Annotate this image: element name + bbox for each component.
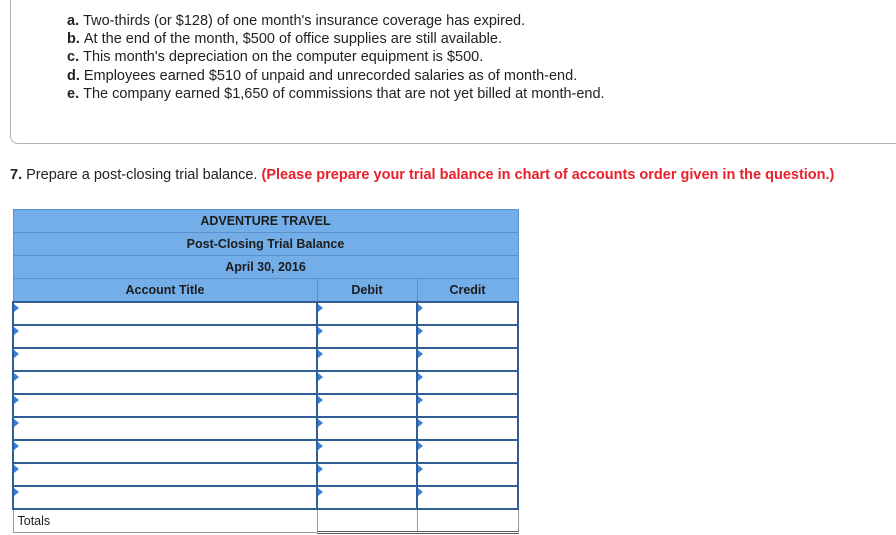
dropdown-indicator-icon [418, 373, 423, 381]
dropdown-indicator-icon [418, 396, 423, 404]
debit-cell[interactable] [317, 371, 417, 394]
account-title-cell[interactable] [13, 371, 317, 394]
debit-input[interactable] [318, 303, 416, 324]
totals-label: Totals [13, 509, 317, 533]
dropdown-indicator-icon [14, 396, 19, 404]
entry-rows [13, 302, 518, 509]
adjustment-item-c: c. This month's depreciation on the computer equipment is $500. [67, 49, 484, 66]
credit-cell[interactable] [417, 325, 518, 348]
debit-cell[interactable] [317, 394, 417, 417]
statement-title: Post-Closing Trial Balance [13, 233, 518, 256]
dropdown-indicator-icon [418, 350, 423, 358]
debit-cell[interactable] [317, 417, 417, 440]
account-title-cell[interactable] [13, 486, 317, 509]
statement-date: April 30, 2016 [13, 256, 518, 279]
dropdown-indicator-icon [318, 350, 323, 358]
adjustment-item-b: b. At the end of the month, $500 of office supplies are still available. [67, 31, 502, 48]
debit-cell[interactable] [317, 302, 417, 325]
dropdown-indicator-icon [14, 373, 19, 381]
debit-input[interactable] [318, 441, 416, 462]
credit-cell[interactable] [417, 417, 518, 440]
credit-input[interactable] [418, 441, 517, 462]
debit-input[interactable] [318, 395, 416, 416]
entry-row [13, 417, 518, 440]
credit-cell[interactable] [417, 394, 518, 417]
account-title-cell[interactable] [13, 325, 317, 348]
credit-cell[interactable] [417, 371, 518, 394]
credit-cell[interactable] [417, 486, 518, 509]
adjustments-panel [10, 0, 896, 144]
debit-input[interactable] [318, 418, 416, 439]
credit-header: Credit [417, 279, 518, 302]
debit-cell[interactable] [317, 325, 417, 348]
credit-cell[interactable] [417, 302, 518, 325]
dropdown-indicator-icon [418, 419, 423, 427]
entry-row [13, 325, 518, 348]
totals-row [13, 509, 518, 533]
credit-cell[interactable] [417, 463, 518, 486]
adjustment-item-d: d. Employees earned $510 of unpaid and unrecorded salaries as of month-end. [67, 67, 578, 84]
dropdown-indicator-icon [14, 465, 19, 473]
dropdown-indicator-icon [14, 350, 19, 358]
account-title-cell[interactable] [13, 348, 317, 371]
dropdown-indicator-icon [418, 304, 423, 312]
debit-input[interactable] [318, 464, 416, 485]
dropdown-indicator-icon [14, 327, 19, 335]
dropdown-indicator-icon [318, 488, 323, 496]
debit-input[interactable] [318, 326, 416, 347]
debit-cell[interactable] [317, 440, 417, 463]
credit-cell[interactable] [417, 440, 518, 463]
dropdown-indicator-icon [418, 465, 423, 473]
debit-input[interactable] [318, 487, 416, 508]
entry-row [13, 440, 518, 463]
credit-total-cell[interactable] [417, 509, 518, 533]
credit-input[interactable] [418, 326, 517, 347]
debit-input[interactable] [318, 349, 416, 370]
debit-cell[interactable] [317, 486, 417, 509]
dropdown-indicator-icon [318, 304, 323, 312]
account-title-cell[interactable] [13, 463, 317, 486]
dropdown-indicator-icon [14, 442, 19, 450]
account-title-input[interactable] [14, 464, 316, 485]
question-prompt [10, 167, 834, 183]
account-title-cell[interactable] [13, 394, 317, 417]
dropdown-indicator-icon [318, 396, 323, 404]
dropdown-indicator-icon [14, 419, 19, 427]
question-number: 7. [10, 167, 23, 183]
credit-input[interactable] [418, 372, 517, 393]
entry-row [13, 302, 518, 325]
dropdown-indicator-icon [318, 442, 323, 450]
account-title-input[interactable] [14, 487, 316, 508]
question-note: (Please prepare your trial balance in chart of accounts order given in the question.) [261, 167, 835, 183]
dropdown-indicator-icon [418, 327, 423, 335]
entry-row [13, 463, 518, 486]
debit-input[interactable] [318, 372, 416, 393]
account-title-input[interactable] [14, 303, 316, 324]
credit-input[interactable] [418, 418, 517, 439]
dropdown-indicator-icon [318, 419, 323, 427]
dropdown-indicator-icon [418, 488, 423, 496]
credit-input[interactable] [418, 303, 517, 324]
credit-cell[interactable] [417, 348, 518, 371]
adjustment-item-a: a. Two-thirds (or $128) of one month's insurance coverage has expired. [67, 13, 526, 29]
dropdown-indicator-icon [318, 465, 323, 473]
dropdown-indicator-icon [318, 373, 323, 381]
credit-input[interactable] [418, 395, 517, 416]
entry-row [13, 371, 518, 394]
account-title-input[interactable] [14, 349, 316, 370]
account-title-header: Account Title [13, 279, 317, 302]
debit-header: Debit [317, 279, 417, 302]
debit-total-cell[interactable] [317, 509, 417, 533]
dropdown-indicator-icon [14, 488, 19, 496]
credit-input[interactable] [418, 487, 517, 508]
adjustments-list [67, 12, 605, 103]
debit-cell[interactable] [317, 463, 417, 486]
trial-balance-worksheet [12, 209, 519, 534]
credit-input[interactable] [418, 349, 517, 370]
dropdown-indicator-icon [418, 442, 423, 450]
account-title-input[interactable] [14, 372, 316, 393]
account-title-cell[interactable] [13, 302, 317, 325]
account-title-input[interactable] [14, 441, 316, 462]
credit-input[interactable] [418, 464, 517, 485]
account-title-cell[interactable] [13, 440, 317, 463]
entry-row [13, 394, 518, 417]
account-title-input[interactable] [14, 326, 316, 347]
dropdown-indicator-icon [318, 327, 323, 335]
account-title-input[interactable] [14, 418, 316, 439]
entry-row [13, 348, 518, 371]
debit-cell[interactable] [317, 348, 417, 371]
account-title-cell[interactable] [13, 417, 317, 440]
dropdown-indicator-icon [14, 304, 19, 312]
account-title-input[interactable] [14, 395, 316, 416]
company-name: ADVENTURE TRAVEL [13, 210, 518, 233]
adjustment-item-e: e. The company earned $1,650 of commissions that are not yet billed at month-end. [67, 85, 605, 102]
entry-row [13, 486, 518, 509]
question-text: Prepare a post-closing trial balance. [26, 167, 258, 183]
